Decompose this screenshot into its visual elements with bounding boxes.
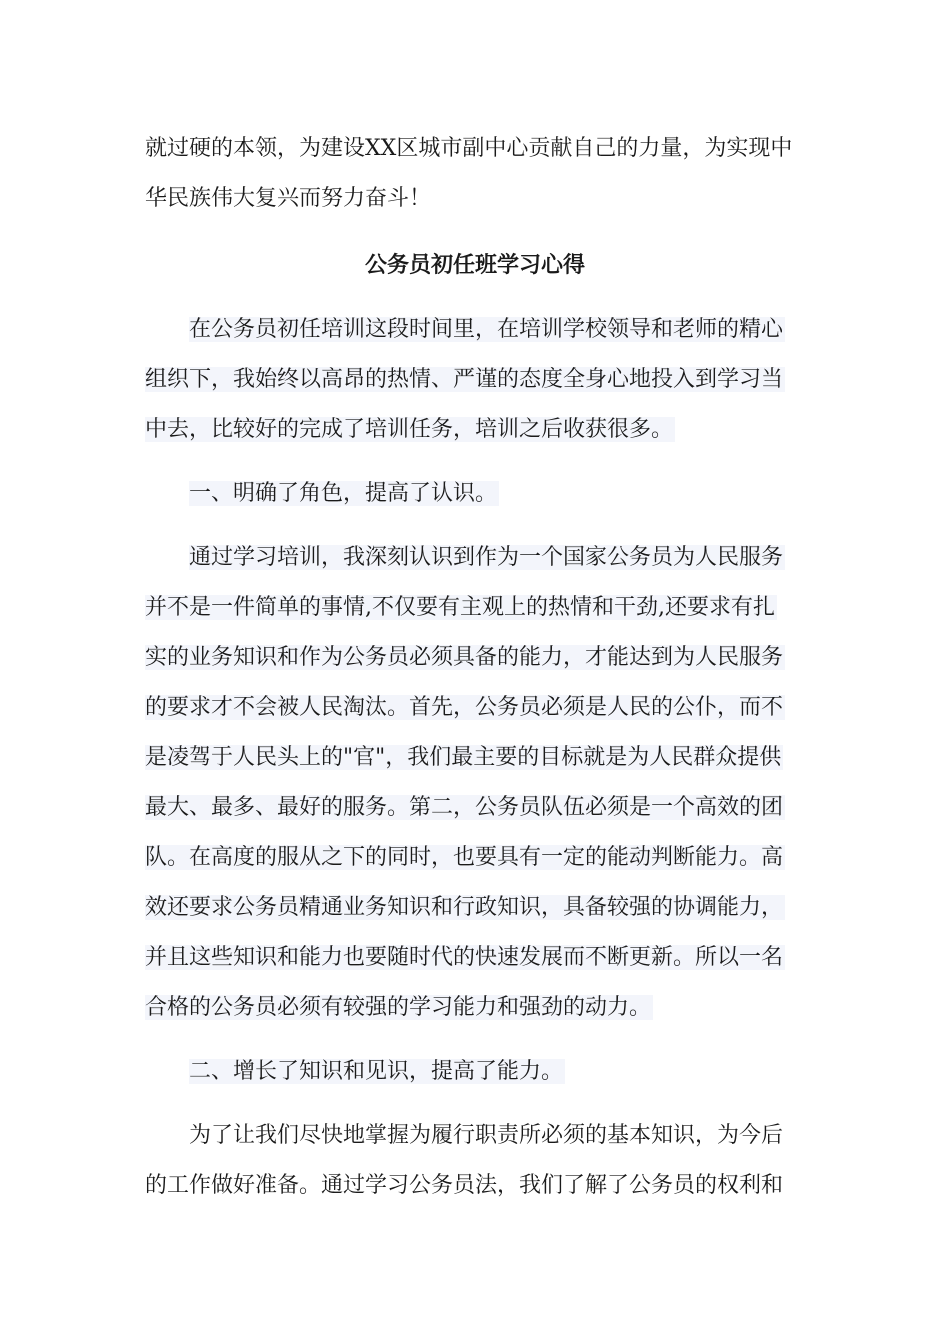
- paragraph1-line-1: [189, 305, 805, 355]
- heading-1-text: 一、明确了角色，提高了认识。: [189, 481, 498, 506]
- heading-2-text: 二、增长了知识和见识，提高了能力。: [189, 1059, 564, 1084]
- paragraph2-line-10: [145, 983, 805, 1033]
- paragraph2-line-4: [145, 683, 805, 733]
- paragraph2-line-2: [145, 583, 805, 633]
- paragraph1-line-2: [145, 355, 805, 405]
- paragraph1-line-3-text: 中去，比较好的完成了培训任务，培训之后收获很多。: [145, 417, 674, 442]
- paragraph2-line-5: [145, 733, 805, 783]
- paragraph2-line-6-text: 最大、最多、最好的服务。第二，公务员队伍必须是一个高效的团: [145, 795, 784, 820]
- paragraph2-line-10-text: 合格的公务员必须有较强的学习能力和强劲的动力。: [145, 995, 652, 1020]
- paragraph1-line-2-text: 组织下，我始终以高昂的热情、严谨的态度全身心地投入到学习当: [145, 367, 784, 392]
- paragraph2-line-1: [189, 533, 805, 583]
- paragraph2-line-3: [145, 633, 805, 683]
- paragraph1-line-3: [145, 405, 805, 455]
- paragraph3-line-1-text: 为了让我们尽快地掌握为履行职责所必须的基本知识，为今后: [189, 1123, 784, 1148]
- paragraph2-line-9: [145, 933, 805, 983]
- document-title: 公务员初任班学习心得: [364, 253, 585, 278]
- intro-line-2: [145, 174, 805, 224]
- paragraph2-line-8-text: 效还要求公务员精通业务知识和行政知识，具备较强的协调能力，: [145, 895, 784, 920]
- heading-1: [189, 469, 805, 519]
- paragraph2-line-6: [145, 783, 805, 833]
- paragraph2-line-8: [145, 883, 805, 933]
- paragraph1-line-1-text: 在公务员初任培训这段时间里，在培训学校领导和老师的精心: [189, 317, 784, 342]
- paragraph3-line-2-text: 的工作做好准备。通过学习公务员法，我们了解了公务员的权利和: [145, 1173, 784, 1198]
- paragraph2-line-9-text: 并且这些知识和能力也要随时代的快速发展而不断更新。所以一名: [145, 945, 784, 970]
- paragraph2-line-1-text: 通过学习培训，我深刻认识到作为一个国家公务员为人民服务: [189, 545, 784, 570]
- paragraph2-line-5-text: 是凌驾于人民头上的"官"，我们最主要的目标就是为人民群众提供: [145, 745, 782, 770]
- intro-line-1-text: 就过硬的本领，为建设XX区城市副中心贡献自己的力量，为实现中: [145, 136, 793, 161]
- paragraph2-line-3-text: 实的业务知识和作为公务员必须具备的能力，才能达到为人民服务: [145, 645, 784, 670]
- heading-2: [189, 1047, 805, 1097]
- paragraph3-line-1: [189, 1111, 805, 1161]
- paragraph2-line-4-text: 的要求才不会被人民淘汰。首先，公务员必须是人民的公仆，而不: [145, 695, 784, 720]
- paragraph2-line-2-text: 并不是一件简单的事情,不仅要有主观上的热情和干劲,还要求有扎: [145, 595, 775, 620]
- intro-line-2-text: 华民族伟大复兴而努力奋斗！: [145, 186, 432, 211]
- paragraph2-line-7: [145, 833, 805, 883]
- paragraph2-line-7-text: 队。在高度的服从之下的同时，也要具有一定的能动判断能力。高: [145, 845, 784, 870]
- paragraph3-line-2: [145, 1161, 805, 1211]
- intro-line-1: [145, 124, 805, 174]
